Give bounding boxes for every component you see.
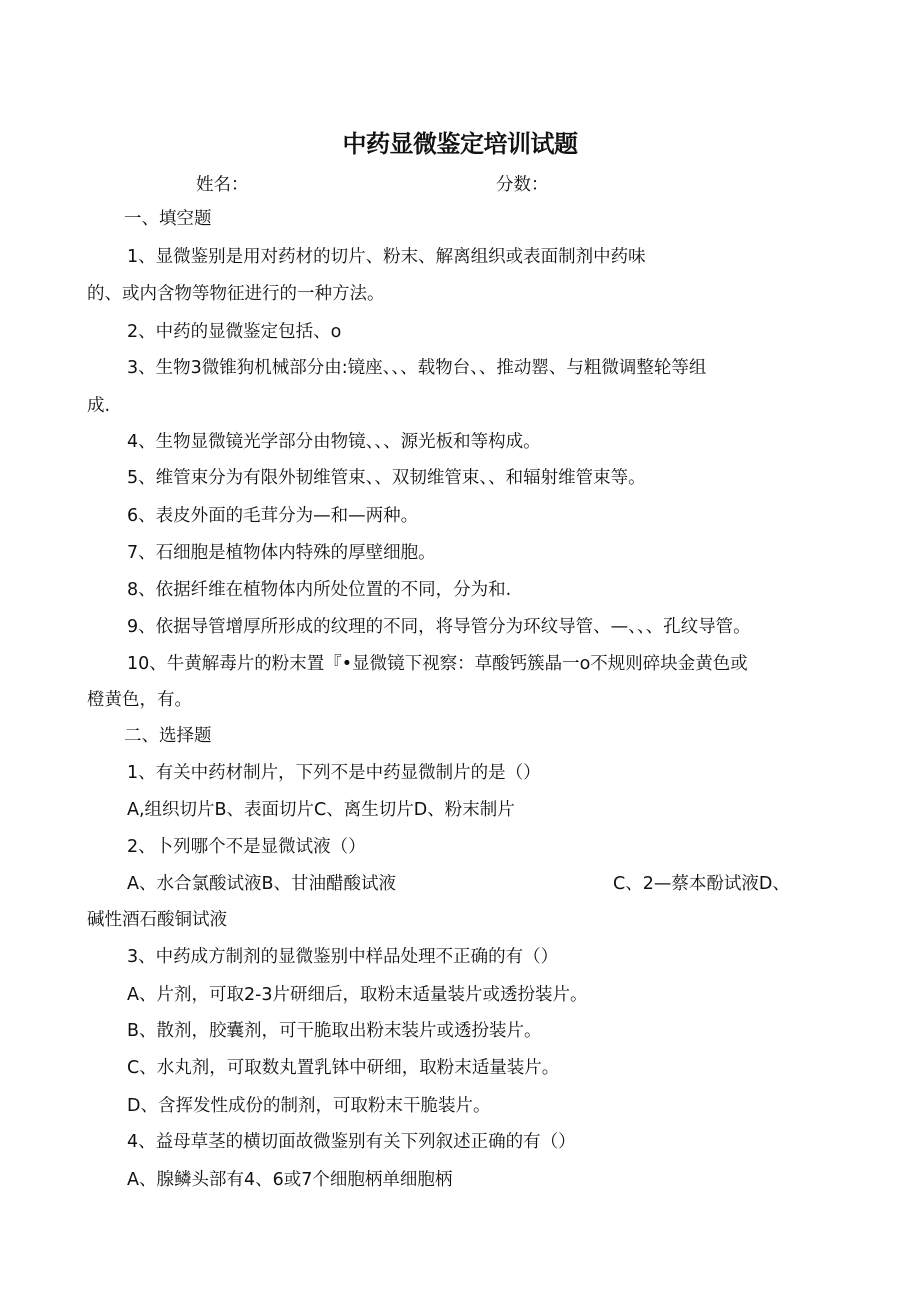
question-2-4-option-a: A、腺鳞头部有4、6或7个细胞柄单细胞柄 xyxy=(127,1170,453,1190)
question-2-2-options-ab: A、水合氯酸试液B、甘油醋酸试液 xyxy=(127,874,396,894)
question-2-4: 4、益母草茎的横切面故微鉴别有关下列叙述正确的有（） xyxy=(127,1132,576,1152)
question-2-3-option-b: B、散剂，胶囊剂，可干脆取出粉末装片或透扮装片。 xyxy=(127,1021,542,1041)
question-1-3: 3、生物3微锥狗机械部分由:镜座、、、载物台、、推动罂、与粗微调整轮等组 xyxy=(127,358,707,378)
question-1-2: 2、中药的显微鉴定包括、o xyxy=(127,322,342,342)
question-1-9: 9、依据导管增厚所形成的纹理的不同，将导管分为环纹导管、—、、、孔纹导管。 xyxy=(127,617,751,637)
question-2-3-option-d: D、含挥发性成份的制剂，可取粉末干脆装片。 xyxy=(127,1096,491,1116)
question-1-8: 8、依据纤维在植物体内所处位置的不同，分为和. xyxy=(127,580,512,600)
section-heading-fill-in: 一、填空题 xyxy=(124,209,212,229)
question-1-10-cont: 橙黄色，有。 xyxy=(87,690,192,710)
score-label: 分数： xyxy=(496,175,549,195)
question-2-2-options-cd: C、2—蔡本酚试液D、 xyxy=(613,874,790,894)
name-label: 姓名： xyxy=(196,175,249,195)
question-1-4: 4、生物显微镜光学部分由物镜、、、源光板和等构成。 xyxy=(127,432,541,452)
question-1-1-cont: 的、或内含物等物征进行的一种方法。 xyxy=(87,284,385,304)
question-1-10: 10、牛黄解毒片的粉末置『•显微镜下视察：草酸钙簇晶一o不规则碎块金黄色或 xyxy=(127,654,748,674)
page-title: 中药显微鉴定培训试题 xyxy=(342,130,578,158)
question-2-3-option-a: A、片剂，可取2-3片研细后，取粉末适量装片或透扮装片。 xyxy=(127,985,588,1005)
question-1-5: 5、维管束分为有限外韧维管束、、双韧维管束、、和辐射维管束等。 xyxy=(127,468,646,488)
question-2-1-options: A,组织切片B、表面切片C、离生切片D、粉末制片 xyxy=(127,800,515,820)
question-2-3: 3、中药成方制剂的显微鉴别中样品处理不正确的有（） xyxy=(127,947,559,967)
question-1-1: 1、显微鉴别是用对药材的切片、粉末、解离组织或表面制剂中药味 xyxy=(127,247,646,267)
question-2-2-options-d-cont: 碱性酒石酸铜试液 xyxy=(87,910,227,930)
question-1-3-cont: 成. xyxy=(87,396,111,416)
section-heading-choice: 二、选择题 xyxy=(124,726,212,746)
question-1-6: 6、表皮外面的毛茸分为—和—两种。 xyxy=(127,506,419,526)
question-1-7: 7、石细胞是植物体内特殊的厚壁细胞。 xyxy=(127,543,436,563)
question-2-2: 2、卜列哪个不是显微试液（） xyxy=(127,837,366,857)
question-2-3-option-c: C、水丸剂，可取数丸置乳钵中研细，取粉末适量装片。 xyxy=(127,1058,560,1078)
question-2-1: 1、有关中药材制片，下列不是中药显微制片的是（） xyxy=(127,763,541,783)
